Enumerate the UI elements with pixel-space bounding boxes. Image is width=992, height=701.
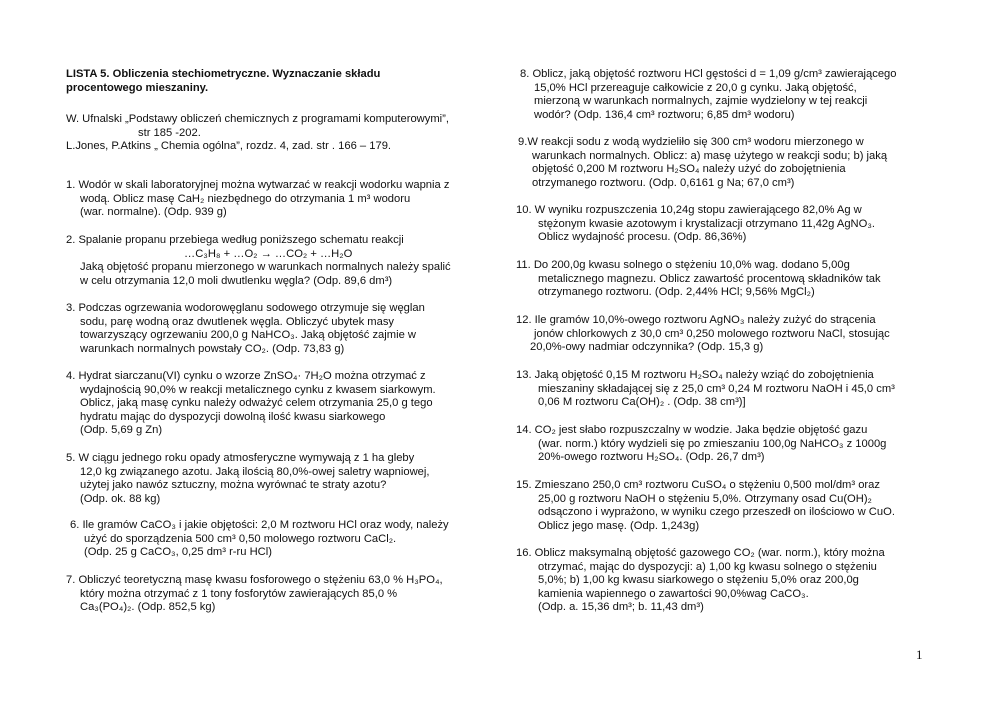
problem-line: 2. Spalanie propanu przebiega według poniższego schematu reakcji bbox=[66, 234, 404, 246]
reference-line: W. Ufnalski „Podstawy obliczeń chemicznych z programami komputerowymi”, bbox=[66, 113, 449, 125]
problem-line: 7. Obliczyć teoretyczną masę kwasu fosforowego o stężeniu 63,0 % H₃PO₄, bbox=[66, 574, 443, 586]
problem-line: 20%-owego roztworu H₂SO₄. (Odp. 26,7 dm³) bbox=[538, 451, 765, 464]
problem-11 bbox=[516, 259, 926, 300]
page-number: 1 bbox=[916, 647, 923, 662]
problem-7 bbox=[66, 574, 486, 615]
reaction-equation: …C₃H₈ + …O₂ → …CO₂ + …H₂O bbox=[184, 247, 353, 260]
problem-line: 5. W ciągu jednego roku opady atmosferyczne wymywają z 1 ha gleby bbox=[66, 452, 415, 464]
problem-3 bbox=[66, 302, 486, 356]
problem-line: 8. Oblicz, jaką objętość roztworu HCl gęstości d = 1,09 g/cm³ zawierającego bbox=[520, 68, 897, 80]
problem-line: (war. norm.) który wydzieli się po zmieszaniu 100,0g NaHCO₃ z 1000g bbox=[538, 437, 887, 450]
problem-line: towarzyszący ogrzewaniu 200,0 g NaHCO₃. Jaką objętość zajmie w bbox=[80, 329, 416, 342]
problem-line: który można otrzymać z 1 tony fosforytów zawierających 85,0 % bbox=[80, 587, 398, 600]
problem-line: użytej jako nawóz sztuczny, można wyrównać te straty azotu? bbox=[80, 479, 387, 492]
problem-line: Oblicz, jaką masę cynku należy odważyć celem otrzymania 25,0 g tego bbox=[80, 397, 433, 410]
problem-line: w celu otrzymania 12,0 moli dwutlenku węgla? (Odp. 89,6 dm³) bbox=[80, 274, 393, 287]
problem-2 bbox=[66, 234, 486, 288]
problem-line: (Odp. 25 g CaCO₃, 0,25 dm³ r-ru HCl) bbox=[84, 546, 272, 559]
references bbox=[66, 113, 486, 154]
problem-line: 25,00 g roztworu NaOH o stężeniu 5,0%. Otrzymany osad Cu(OH)₂ bbox=[538, 492, 872, 505]
problem-line: stężonym kwasie azotowym i krystalizacji otrzymano 11,42g AgNO₃. bbox=[538, 217, 875, 230]
problem-line: 16. Oblicz maksymalną objętość gazowego CO₂ (war. norm.), który można bbox=[516, 547, 885, 559]
problem-line: 0,06 M roztworu Ca(OH)₂ . (Odp. 38 cm³)] bbox=[538, 396, 746, 409]
problem-line: (Odp. a. 15,36 dm³; b. 11,43 dm³) bbox=[538, 601, 704, 614]
problem-9 bbox=[518, 136, 928, 190]
problem-line: kamienia wapiennego o zawartości 90,0%wag CaCO₃. bbox=[538, 587, 809, 600]
document-title bbox=[66, 68, 486, 95]
problem-line: użyć do sporządzenia 500 cm³ 0,50 molowego roztworu CaCl₂. bbox=[84, 532, 397, 545]
problem-line: 13. Jaką objętość 0,15 M roztworu H₂SO₄ należy wziąć do zobojętnienia bbox=[516, 369, 874, 381]
problem-line: 6. Ile gramów CaCO₃ i jakie objętości: 2,0 M roztworu HCl oraz wody, należy bbox=[70, 519, 449, 531]
problem-line: (Odp. 5,69 g Zn) bbox=[80, 424, 163, 437]
problem-line: 11. Do 200,0g kwasu solnego o stężeniu 10,0% wag. dodano 5,00g bbox=[516, 259, 850, 271]
reference-line: L.Jones, P.Atkins „ Chemia ogólna”, rozdz. 4, zad. str . 166 – 179. bbox=[66, 140, 392, 153]
problem-line: 5,0%; b) 1,00 kg kwasu siarkowego o stężeniu 5,0% oraz 200,0g bbox=[538, 574, 859, 587]
problem-line: hydratu mając do dyspozycji dowolną ilość kwasu siarkowego bbox=[80, 410, 386, 423]
problem-16 bbox=[516, 547, 926, 615]
problem-6 bbox=[70, 519, 490, 560]
problem-line: 4. Hydrat siarczanu(VI) cynku o wzorze ZnSO₄· 7H₂O można otrzymać z bbox=[66, 370, 426, 382]
problem-14 bbox=[516, 424, 926, 465]
problem-line: metalicznego magnezu. Oblicz zawartość procentową składników tak bbox=[538, 272, 881, 285]
problem-line: 20,0%-owy nadmiar odczynnika? (Odp. 15,3 g) bbox=[530, 341, 764, 354]
problem-line: Jaką objętość propanu mierzonego w warunkach normalnych należy spalić bbox=[80, 261, 451, 274]
problem-line: 15. Zmieszano 250,0 cm³ roztworu CuSO₄ o stężeniu 0,500 mol/dm³ oraz bbox=[516, 479, 880, 491]
problem-line: 15,0% HCl przereaguje całkowicie z 20,0 g cynku. Jaką objętość, bbox=[534, 81, 857, 94]
problem-5 bbox=[66, 452, 486, 506]
problem-line: objętość 0,200 M roztworu H₂SO₄ należy użyć do zobojętnienia bbox=[532, 163, 846, 176]
title-line: procentowego mieszaniny. bbox=[66, 81, 209, 94]
problem-line: 3. Podczas ogrzewania wodorowęglanu sodowego otrzymuje się węglan bbox=[66, 302, 425, 314]
problem-line: 10. W wyniku rozpuszczenia 10,24g stopu zawierającego 82,0% Ag w bbox=[516, 204, 862, 216]
problem-line: mieszaniny składającej się z 25,0 cm³ 0,24 M roztworu NaOH i 45,0 cm³ bbox=[538, 382, 895, 395]
problem-line: (Odp. ok. 88 kg) bbox=[80, 492, 161, 505]
problem-line: warunkach normalnych. Oblicz: a) masę użytego w reakcji sodu; b) jaką bbox=[532, 149, 888, 162]
problem-line: otrzymanego roztworu. (Odp. 0,6161 g Na; 67,0 cm³) bbox=[532, 176, 795, 189]
problem-line: 12. Ile gramów 10,0%-owego roztworu AgNO₃ należy zużyć do strącenia bbox=[516, 314, 876, 326]
problem-12 bbox=[516, 314, 926, 355]
problem-line: sodu, parę wodną oraz dwutlenek węgla. Obliczyć ubytek masy bbox=[80, 315, 395, 328]
problem-line: Oblicz wydajność procesu. (Odp. 86,36%) bbox=[538, 231, 747, 244]
problem-line: wodór? (Odp. 136,4 cm³ roztworu; 6,85 dm³ wodoru) bbox=[534, 108, 795, 121]
problem-line: 9.W reakcji sodu z wodą wydzieliło się 300 cm³ wodoru mierzonego w bbox=[518, 136, 864, 148]
problem-15 bbox=[516, 479, 926, 533]
problem-line: jonów chlorkowych z 30,0 cm³ 0,250 molowego roztworu NaCl, stosując bbox=[534, 327, 890, 340]
problem-line: Oblicz jego masę. (Odp. 1,243g) bbox=[538, 519, 700, 532]
problem-10 bbox=[516, 204, 926, 245]
problem-line: Ca₃(PO₄)₂. (Odp. 852,5 kg) bbox=[80, 601, 216, 614]
reference-line: str 185 -202. bbox=[138, 126, 201, 139]
problem-1 bbox=[66, 179, 486, 220]
problem-4 bbox=[66, 370, 486, 438]
problem-line: wydajnością 90,0% w reakcji metalicznego cynku z kwasem siarkowym. bbox=[80, 383, 436, 396]
problem-line: 12,0 kg związanego azotu. Jaką ilością 80,0%-owej saletry wapniowej, bbox=[80, 465, 430, 478]
problem-line: (war. normalne). (Odp. 939 g) bbox=[80, 206, 227, 219]
problem-13 bbox=[516, 369, 926, 410]
problem-line: odsączono i wyprażono, w wyniku czego przeszedł on ilościowo w CuO. bbox=[538, 506, 895, 519]
problem-line: wodą. Oblicz masę CaH₂ niezbędnego do otrzymania 1 m³ wodoru bbox=[80, 192, 411, 205]
title-line: LISTA 5. Obliczenia stechiometryczne. Wyznaczanie składu bbox=[66, 68, 381, 80]
problem-line: otrzymać, mając do dyspozycji: a) 1,00 kg kwasu solnego o stężeniu bbox=[538, 560, 877, 573]
problem-line: mierzoną w warunkach normalnych, zajmie wydzielony w tej reakcji bbox=[534, 95, 868, 108]
problem-line: otrzymanego roztworu. (Odp. 2,44% HCl; 9,56% MgCl₂) bbox=[538, 286, 815, 299]
problem-line: 14. CO₂ jest słabo rozpuszczalny w wodzie. Jaka będzie objętość gazu bbox=[516, 424, 868, 436]
problem-line: warunkach normalnych powstały CO₂. (Odp. 73,83 g) bbox=[80, 342, 345, 355]
problem-8 bbox=[520, 68, 930, 122]
problem-line: 1. Wodór w skali laboratoryjnej można wytwarzać w reakcji wodorku wapnia z bbox=[66, 179, 450, 191]
